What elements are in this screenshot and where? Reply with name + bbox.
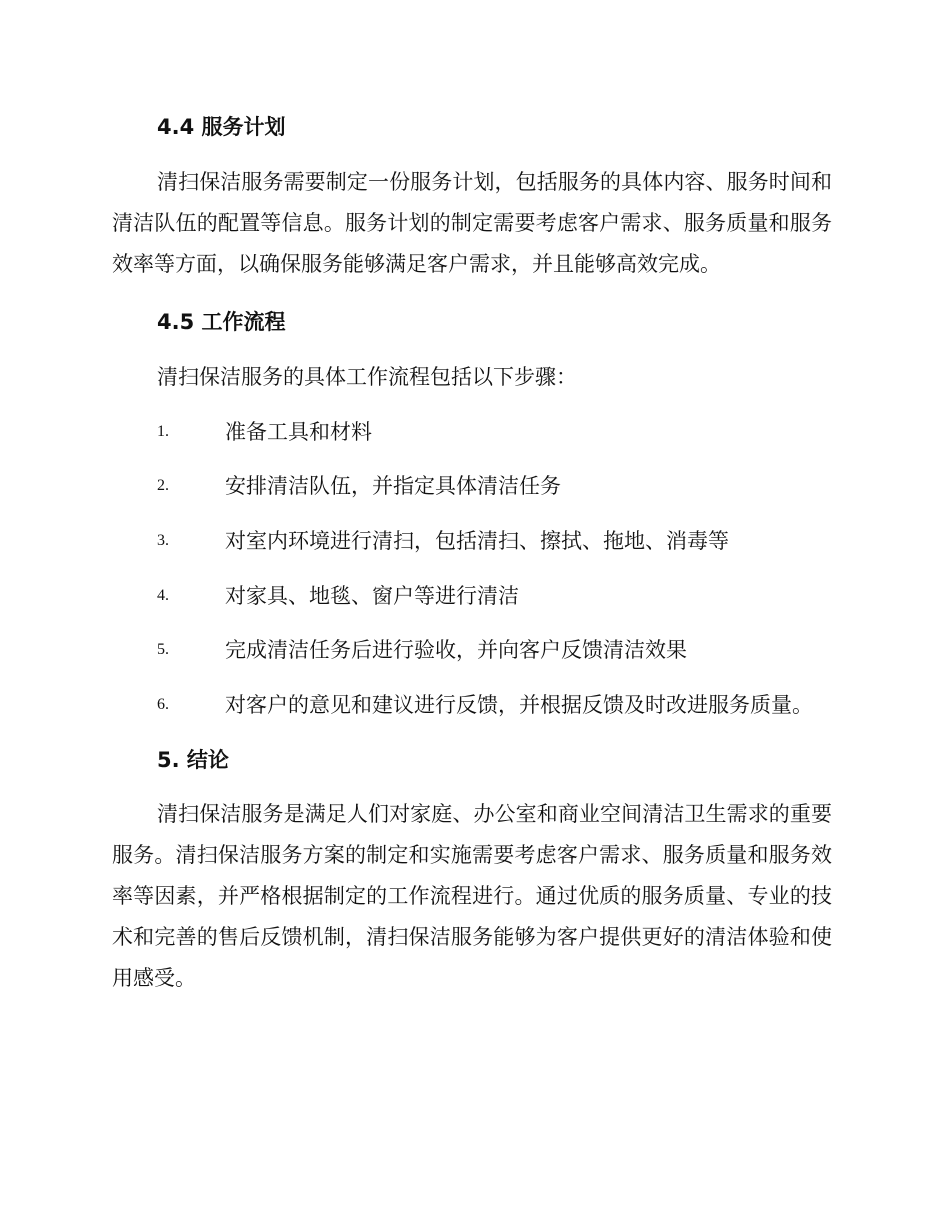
workflow-step <box>157 581 847 611</box>
step-number: 1. <box>157 423 169 440</box>
step-number: 6. <box>157 696 169 713</box>
step-text: 完成清洁任务后进行验收，并向客户反馈清洁效果 <box>225 638 687 662</box>
section-heading-4-5: 4.5 工作流程 <box>157 310 286 334</box>
section-heading-5: 5. 结论 <box>157 748 229 772</box>
workflow-step <box>157 690 847 720</box>
step-number: 4. <box>157 587 169 604</box>
step-number: 2. <box>157 477 169 494</box>
workflow-intro: 清扫保洁服务的具体工作流程包括以下步骤： <box>157 365 577 389</box>
workflow-step <box>157 471 847 501</box>
step-text: 安排清洁队伍，并指定具体清洁任务 <box>225 474 561 498</box>
section-heading-4-4: 4.4 服务计划 <box>157 115 286 139</box>
step-text: 对家具、地毯、窗户等进行清洁 <box>225 584 519 608</box>
step-text: 对室内环境进行清扫，包括清扫、擦拭、拖地、消毒等 <box>225 529 729 553</box>
step-text: 对客户的意见和建议进行反馈，并根据反馈及时改进服务质量。 <box>225 693 813 717</box>
workflow-step <box>157 526 847 556</box>
workflow-step <box>157 417 847 447</box>
step-text: 准备工具和材料 <box>225 420 372 444</box>
service-plan-paragraph: 清扫保洁服务需要制定一份服务计划，包括服务的具体内容、服务时间和清洁队伍的配置等信息。服务计划的制定需要考虑客户需求、服务质量和服务效率等方面，以确保服务能够满足客户需求，并且能够高效完成。 <box>112 170 832 276</box>
step-number: 3. <box>157 532 169 549</box>
workflow-step <box>157 635 847 665</box>
step-number: 5. <box>157 641 169 658</box>
conclusion-paragraph: 清扫保洁服务是满足人们对家庭、办公室和商业空间清洁卫生需求的重要服务。清扫保洁服务方案的制定和实施需要考虑客户需求、服务质量和服务效率等因素，并严格根据制定的工作流程进行。通过优质的服务质量、专业的技术和完善的售后反馈机制，清扫保洁服务能够为客户提供更好的清洁体验和使用感受。 <box>112 802 832 990</box>
